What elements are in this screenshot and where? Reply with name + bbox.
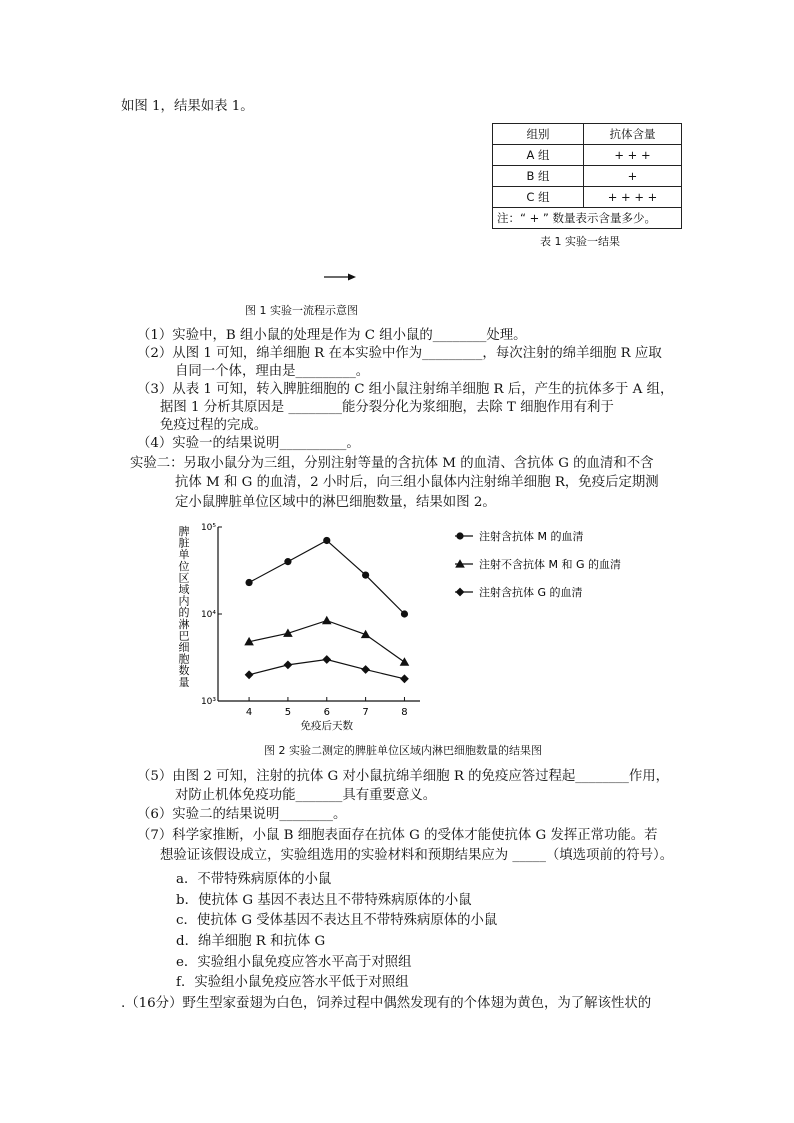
data-point-diamond xyxy=(245,670,254,679)
x-tick-label: 5 xyxy=(284,707,292,718)
x-tick-label: 8 xyxy=(401,707,408,718)
question-text: （4）实验一的结果说明__________。 xyxy=(137,436,360,451)
table-row xyxy=(493,208,682,229)
table1-note: 注：“ + ” 数量表示含量多少。 xyxy=(493,208,682,229)
arrow-icon xyxy=(322,270,358,284)
x-tick-label: 7 xyxy=(362,707,369,718)
table1-cell: + xyxy=(584,166,682,187)
question-text: 自同一个体，理由是_________。 xyxy=(175,364,370,379)
data-point-triangle xyxy=(400,657,410,665)
question-text: （7）科学家推断，小鼠 B 细胞表面存在抗体 G 的受体才能使抗体 G 发挥正常功能。若 xyxy=(137,828,658,843)
y-tick-label: 10⁵ xyxy=(200,523,216,533)
question-text: 对防止机体免疫功能_______具有重要意义。 xyxy=(175,788,437,803)
data-point-circle xyxy=(323,537,330,544)
legend-marker-diamond xyxy=(456,588,465,597)
table1-header: 抗体含量 xyxy=(584,124,682,145)
option-item: d．绵羊细胞 R 和抗体 G xyxy=(176,934,326,949)
data-point-diamond xyxy=(284,660,293,669)
next-question-text: .（16分）野生型家蚕翅为白色，饲养过程中偶然发现有的个体翅为黄色，为了解该性状的 xyxy=(121,996,652,1011)
table1-cell: A 组 xyxy=(493,145,584,166)
question-text: （6）实验二的结果说明________。 xyxy=(137,807,347,822)
intro-text: 如图 1，结果如表 1。 xyxy=(121,99,254,114)
y-tick-label: 10⁴ xyxy=(200,610,216,620)
fig2-chart xyxy=(170,515,630,741)
question-text: 定小鼠脾脏单位区域中的淋巴细胞数量，结果如图 2。 xyxy=(175,495,496,510)
question-text: 据图 1 分析其原因是 ________能分裂分化为浆细胞，去除 T 细胞作用有利于 xyxy=(160,400,614,415)
option-item: a．不带特殊病原体的小鼠 xyxy=(176,872,332,887)
table-row xyxy=(493,187,682,208)
table1-cell: B 组 xyxy=(493,166,584,187)
table-row xyxy=(493,145,682,166)
data-point-circle xyxy=(401,610,408,617)
data-point-diamond xyxy=(322,655,331,664)
data-point-triangle xyxy=(322,616,332,624)
legend-label: 注射含抗体 M 的血清 xyxy=(479,530,584,543)
option-item: f．实验组小鼠免疫应答水平低于对照组 xyxy=(176,975,409,990)
question-text: 免疫过程的完成。 xyxy=(160,418,268,433)
table1 xyxy=(492,123,682,229)
table1-cell: C 组 xyxy=(493,187,584,208)
option-item: e．实验组小鼠免疫应答水平高于对照组 xyxy=(176,955,412,970)
legend-marker-circle xyxy=(456,532,463,539)
legend-label: 注射不含抗体 M 和 G 的血清 xyxy=(479,558,622,571)
option-item: c．使抗体 G 受体基因不表达且不带特殊病原体的小鼠 xyxy=(176,913,498,928)
y-axis-label: 脾脏单位区域内的淋巴细胞数量 xyxy=(178,525,190,689)
question-text: （2）从图 1 可知，绵羊细胞 R 在本实验中作为_________，每次注射的绵羊细胞 R 应取 xyxy=(137,346,662,361)
legend-label: 注射含抗体 G 的血清 xyxy=(479,586,583,599)
question-text: （1）实验中，B 组小鼠的处理是作为 C 组小鼠的________处理。 xyxy=(137,328,527,343)
question-text: 抗体 M 和 G 的血清，2 小时后，向三组小鼠体内注射绵羊细胞 R，免疫后定期测 xyxy=(175,475,659,490)
question-text: 想验证该假设成立，实验组选用的实验材料和预期结果应为 _____（填选项前的符号）。 xyxy=(160,848,674,863)
y-tick-label: 10³ xyxy=(200,697,216,707)
data-point-diamond xyxy=(361,665,370,674)
fig1-caption: 图 1 实验一流程示意图 xyxy=(245,304,358,317)
question-text: 实验二：另取小鼠分为三组，分别注射等量的含抗体 M 的血清、含抗体 G 的血清和不含 xyxy=(130,456,654,471)
data-point-circle xyxy=(362,571,369,578)
table1-cell: + + + + xyxy=(584,187,682,208)
option-item: b．使抗体 G 基因不表达且不带特殊病原体的小鼠 xyxy=(176,893,472,908)
x-axis-label: 免疫后天数 xyxy=(300,720,354,732)
question-text: （3）从表 1 可知，转入脾脏细胞的 C 组小鼠注射绵羊细胞 R 后，产生的抗体多于 A 组， xyxy=(137,382,674,397)
table-row xyxy=(493,166,682,187)
x-tick-label: 6 xyxy=(323,707,330,718)
table1-caption: 表 1 实验一结果 xyxy=(540,235,620,248)
fig2-caption: 图 2 实验二测定的脾脏单位区域内淋巴细胞数量的结果图 xyxy=(264,744,542,757)
x-tick-label: 4 xyxy=(245,707,253,718)
question-text: （5）由图 2 可知，注射的抗体 G 对小鼠抗绵羊细胞 R 的免疫应答过程起________作用， xyxy=(137,769,670,784)
data-point-diamond xyxy=(400,674,409,683)
data-point-circle xyxy=(284,558,291,565)
table1-header: 组别 xyxy=(493,124,584,145)
table1-cell: + + + xyxy=(584,145,682,166)
series-line xyxy=(249,540,404,614)
data-point-circle xyxy=(245,579,252,586)
